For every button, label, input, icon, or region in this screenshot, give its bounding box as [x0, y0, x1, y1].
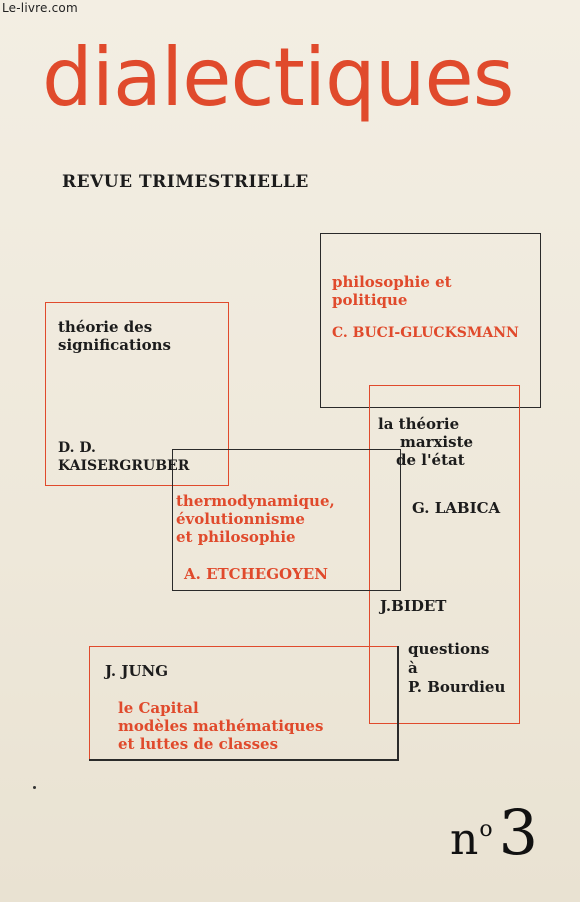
print-speck [33, 786, 36, 789]
article-etchegoyen-title-2: évolutionnisme [176, 510, 305, 528]
article-kaiser-author-2: KAISERGRUBER [58, 458, 190, 474]
frame-jung-right [397, 646, 399, 760]
article-buci-author: C. BUCI-GLUCKSMANN [332, 325, 519, 341]
magazine-title: dialectiques [42, 31, 514, 124]
article-labica-title-2: marxiste [400, 433, 474, 451]
article-buci-title-1: philosophie et [332, 273, 452, 291]
article-jung-title-1: le Capital [118, 699, 199, 717]
article-bidet-author: J.BIDET [380, 597, 447, 615]
article-labica-author: G. LABICA [412, 499, 501, 517]
article-kaiser-title-1: théorie des [58, 318, 153, 336]
article-labica-title-3: de l'état [396, 451, 465, 469]
frame-buci [320, 233, 541, 408]
issue-prefix: n [450, 814, 479, 865]
article-labica-title-1: la théorie [378, 415, 460, 433]
article-etchegoyen-author: A. ETCHEGOYEN [184, 565, 328, 583]
issue-degree: o [479, 817, 493, 842]
article-jung-author: J. JUNG [105, 662, 169, 680]
article-etchegoyen-title-1: thermodynamique, [176, 492, 335, 510]
article-jung-title-3: et luttes de classes [118, 735, 279, 753]
article-kaiser-author-1: D. D. [58, 440, 96, 456]
article-etchegoyen-title-3: et philosophie [176, 528, 296, 546]
issue-number [450, 796, 538, 869]
article-bidet-title-2: à [408, 659, 418, 677]
article-bidet-title-3: P. Bourdieu [408, 678, 506, 696]
article-buci-title-2: politique [332, 291, 408, 309]
article-kaiser-title-2: significations [58, 336, 171, 354]
article-jung-title-2: modèles mathématiques [118, 717, 324, 735]
magazine-subtitle: REVUE TRIMESTRIELLE [62, 172, 309, 192]
watermark-text: Le-livre.com [2, 1, 78, 15]
article-bidet-title-1: questions [408, 640, 490, 658]
issue-digit: 3 [498, 796, 539, 869]
frame-jung-bottom [89, 759, 399, 761]
